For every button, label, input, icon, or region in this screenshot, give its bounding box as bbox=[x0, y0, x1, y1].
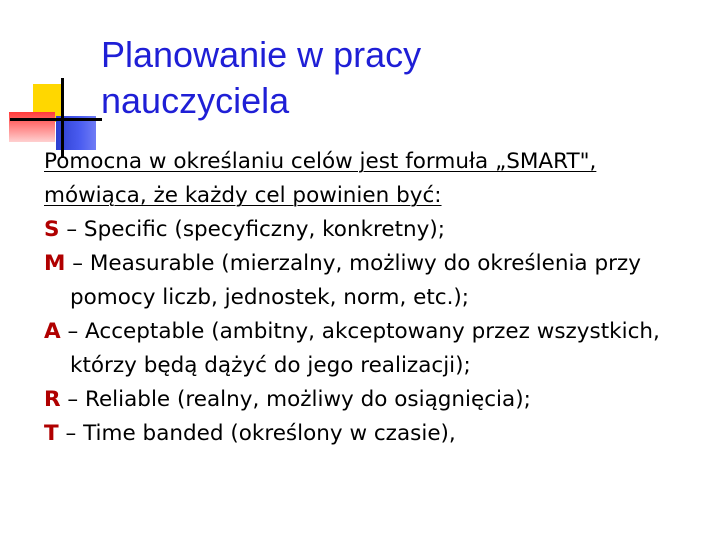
slide-title-line-1: Planowanie w pracy bbox=[101, 34, 422, 75]
smart-list bbox=[44, 213, 714, 451]
smart-item-r bbox=[44, 383, 714, 417]
smart-item-m bbox=[44, 247, 714, 315]
slide-body bbox=[44, 145, 714, 451]
intro-line-2: mówiąca, że każdy cel powinien być: bbox=[44, 183, 442, 208]
smart-description: – Measurable (mierzalny, możliwy do określenia przy pomocy liczb, jednostek, norm, etc.); bbox=[65, 251, 641, 310]
smart-letter: R bbox=[44, 387, 61, 412]
intro-line-1: Pomocna w określaniu celów jest formuła „SMART", bbox=[44, 149, 597, 174]
smart-description: – Specific (specyficzny, konkretny); bbox=[59, 217, 446, 242]
smart-letter: S bbox=[44, 217, 60, 242]
intro-text bbox=[44, 145, 714, 213]
smart-description: – Reliable (realny, możliwy do osiągnięcia); bbox=[60, 387, 531, 412]
smart-description: – Acceptable (ambitny, akceptowany przez wszystkich, którzy będą dążyć do jego realizacji); bbox=[60, 319, 660, 378]
smart-item-a bbox=[44, 315, 714, 383]
slide-title bbox=[101, 32, 701, 124]
logo-horizontal-line bbox=[10, 118, 102, 121]
smart-item-t bbox=[44, 417, 714, 451]
smart-description: – Time banded (określony w czasie), bbox=[58, 421, 456, 446]
slide-title-line-2: nauczyciela bbox=[101, 80, 290, 121]
smart-letter: A bbox=[44, 319, 61, 344]
logo-red-square bbox=[9, 112, 55, 142]
smart-letter: M bbox=[44, 251, 66, 276]
smart-item-s bbox=[44, 213, 714, 247]
smart-letter: T bbox=[44, 421, 59, 446]
